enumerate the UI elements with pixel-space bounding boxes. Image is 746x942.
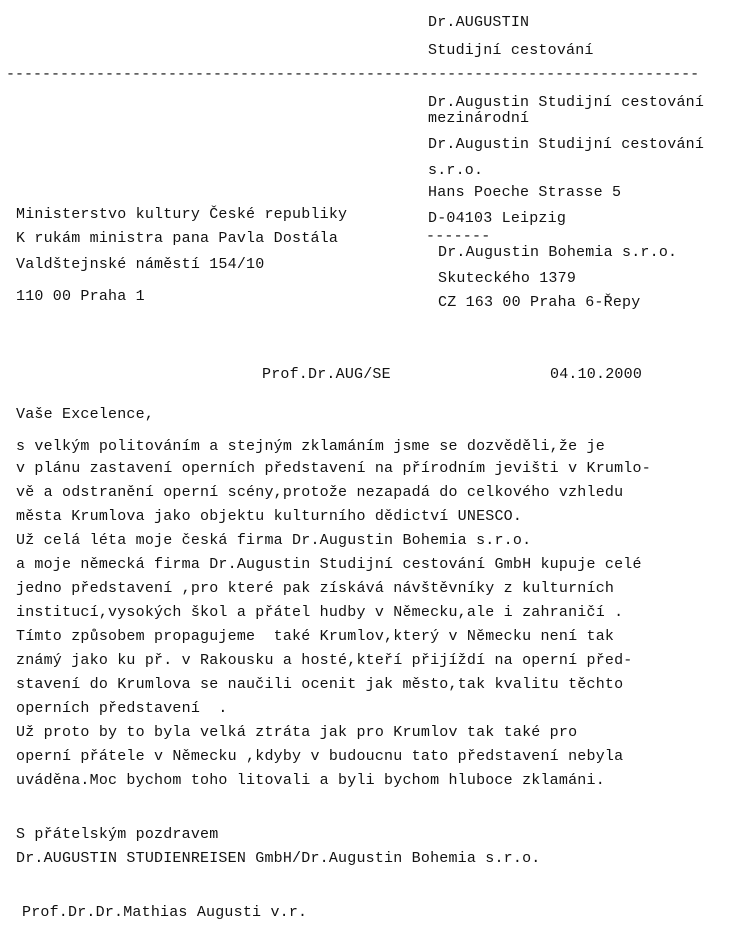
sender-address-line: CZ 163 00 Praha 6-Řepy (438, 294, 641, 311)
body-line: Už celá léta moje česká firma Dr.Augustin Bohemia s.r.o. (16, 532, 532, 549)
company-signature: Dr.AUGUSTIN STUDIENREISEN GmbH/Dr.Augustin Bohemia s.r.o. (16, 850, 541, 867)
sender-address-line: Skuteckého 1379 (438, 270, 577, 287)
body-line: jedno představení ,pro které pak získává návštěvníky z kulturních (16, 580, 615, 597)
recipient-line: Ministerstvo kultury České republiky (16, 206, 348, 223)
body-line: města Krumlova jako objektu kulturního dědictví UNESCO. (16, 508, 523, 525)
body-line: Tímto způsobem propagujeme také Krumlov,který v Německu není tak (16, 628, 615, 645)
body-line: s velkým politováním a stejným zklamáním jsme se dozvěděli,že je (16, 438, 605, 455)
sender-address-line: Hans Poeche Strasse 5 (428, 184, 622, 201)
salutation: Vaše Excelence, (16, 406, 155, 423)
sender-address-line: s.r.o. (428, 162, 484, 179)
sender-address-line: mezinárodní (428, 110, 530, 127)
closing: S přátelským pozdravem (16, 826, 219, 843)
reference-code: Prof.Dr.AUG/SE (262, 366, 391, 383)
sender-address-line: Dr.Augustin Studijní cestování (428, 94, 705, 111)
sender-name: Dr.AUGUSTIN (428, 14, 530, 31)
letter-date: 04.10.2000 (550, 366, 643, 383)
body-line: operní přátele v Německu ,kdyby v budoucnu tato představení nebyla (16, 748, 624, 765)
body-line: v plánu zastavení operních představení na přírodním jevišti v Krumlo- (16, 460, 651, 477)
body-line: známý jako ku př. v Rakousku a hosté,kteří přijíždí na operní před- (16, 652, 633, 669)
header-divider: ----------------------------------------------------------------------------- (6, 66, 700, 83)
sender-address-line: D-04103 Leipzig (428, 210, 567, 227)
body-line: stavení do Krumlova se naučili ocenit jak město,tak kvalitu těchto (16, 676, 624, 693)
body-line: Už proto by to byla velká ztráta jak pro Krumlov tak také pro (16, 724, 578, 741)
body-line: operních představení . (16, 700, 228, 717)
body-line: institucí,vysokých škol a přátel hudby v Německu,ale i zahraničí . (16, 604, 624, 621)
address-separator: ------- (426, 228, 491, 245)
recipient-line: K rukám ministra pana Pavla Dostála (16, 230, 339, 247)
sender-address-line: Dr.Augustin Bohemia s.r.o. (438, 244, 678, 261)
recipient-line: 110 00 Praha 1 (16, 288, 145, 305)
sender-subtitle: Studijní cestování (428, 42, 594, 59)
body-line: uváděna.Moc bychom toho litovali a byli bychom hluboce zklamáni. (16, 772, 605, 789)
recipient-line: Valdštejnské náměstí 154/10 (16, 256, 265, 273)
body-line: a moje německá firma Dr.Augustin Studijní cestování GmbH kupuje celé (16, 556, 642, 573)
signer-name: Prof.Dr.Dr.Mathias Augusti v.r. (22, 904, 308, 921)
body-line: vě a odstranění operní scény,protože nezapadá do celkového vzhledu (16, 484, 624, 501)
sender-address-line: Dr.Augustin Studijní cestování (428, 136, 705, 153)
